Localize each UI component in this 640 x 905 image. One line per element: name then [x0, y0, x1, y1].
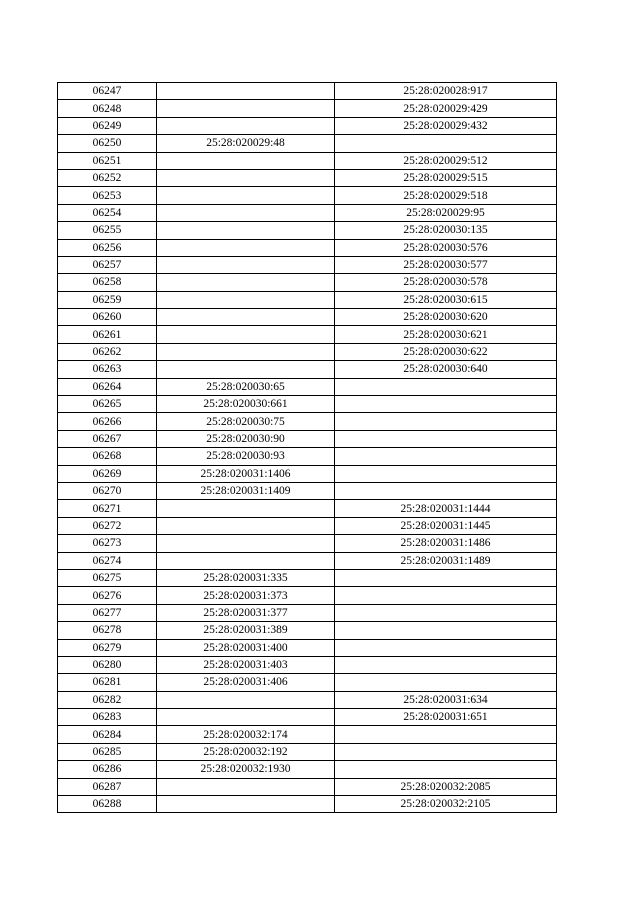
- row-number-cell: 06264: [58, 378, 157, 395]
- table-row: [58, 100, 557, 117]
- cadastral-number-cell-a: 25:28:020031:403: [157, 656, 335, 673]
- cadastral-number-cell-b: 25:28:020030:615: [335, 291, 557, 308]
- table-body: [58, 83, 557, 813]
- cadastral-number-cell-b: [335, 396, 557, 413]
- row-number-cell: 06251: [58, 152, 157, 169]
- cadastral-number-cell-a: [157, 100, 335, 117]
- cadastral-number-cell-a: [157, 169, 335, 186]
- cadastral-number-cell-a: 25:28:020030:65: [157, 378, 335, 395]
- cadastral-number-cell-a: [157, 709, 335, 726]
- row-number-cell: 06257: [58, 256, 157, 273]
- row-number-cell: 06248: [58, 100, 157, 117]
- row-number-cell: 06287: [58, 778, 157, 795]
- cadastral-number-cell-b: [335, 639, 557, 656]
- table-row: [58, 656, 557, 673]
- cadastral-number-cell-b: 25:28:020031:1489: [335, 552, 557, 569]
- row-number-cell: 06263: [58, 361, 157, 378]
- row-number-cell: 06267: [58, 430, 157, 447]
- cadastral-number-cell-a: [157, 117, 335, 134]
- cadastral-number-cell-b: [335, 743, 557, 760]
- table-row: [58, 482, 557, 499]
- row-number-cell: 06274: [58, 552, 157, 569]
- cadastral-number-cell-a: [157, 691, 335, 708]
- cadastral-number-cell-a: [157, 796, 335, 813]
- row-number-cell: 06266: [58, 413, 157, 430]
- table-row: [58, 500, 557, 517]
- row-number-cell: 06276: [58, 587, 157, 604]
- row-number-cell: 06282: [58, 691, 157, 708]
- cadastral-number-cell-a: [157, 256, 335, 273]
- row-number-cell: 06269: [58, 465, 157, 482]
- table-row: [58, 761, 557, 778]
- table-row: [58, 778, 557, 795]
- cadastral-number-cell-b: 25:28:020030:135: [335, 222, 557, 239]
- row-number-cell: 06273: [58, 535, 157, 552]
- cadastral-number-cell-b: 25:28:020029:518: [335, 187, 557, 204]
- table-row: [58, 552, 557, 569]
- table-row: [58, 256, 557, 273]
- cadastral-number-cell-a: 25:28:020032:1930: [157, 761, 335, 778]
- row-number-cell: 06256: [58, 239, 157, 256]
- cadastral-number-cell-b: 25:28:020031:1444: [335, 500, 557, 517]
- cadastral-number-cell-a: [157, 309, 335, 326]
- cadastral-number-cell-a: 25:28:020030:75: [157, 413, 335, 430]
- cadastral-number-cell-b: [335, 622, 557, 639]
- table-row: [58, 517, 557, 534]
- cadastral-number-cell-b: [335, 761, 557, 778]
- table-row: [58, 465, 557, 482]
- cadastral-number-cell-b: [335, 465, 557, 482]
- cadastral-number-cell-a: [157, 552, 335, 569]
- cadastral-number-cell-a: [157, 204, 335, 221]
- table-row: [58, 639, 557, 656]
- cadastral-number-cell-b: 25:28:020030:620: [335, 309, 557, 326]
- cadastral-number-cell-b: [335, 569, 557, 586]
- table-row: [58, 396, 557, 413]
- table-row: [58, 378, 557, 395]
- table-row: [58, 361, 557, 378]
- table-row: [58, 430, 557, 447]
- cadastral-number-cell-b: [335, 378, 557, 395]
- row-number-cell: 06261: [58, 326, 157, 343]
- cadastral-number-cell-b: [335, 726, 557, 743]
- cadastral-number-cell-b: 25:28:020029:432: [335, 117, 557, 134]
- table-row: [58, 83, 557, 100]
- row-number-cell: 06252: [58, 169, 157, 186]
- cadastral-number-cell-a: 25:28:020030:661: [157, 396, 335, 413]
- row-number-cell: 06277: [58, 604, 157, 621]
- cadastral-number-cell-b: [335, 656, 557, 673]
- cadastral-number-cell-a: [157, 343, 335, 360]
- cadastral-number-cell-a: 25:28:020031:335: [157, 569, 335, 586]
- cadastral-number-cell-b: 25:28:020030:578: [335, 274, 557, 291]
- cadastral-number-cell-b: 25:28:020028:917: [335, 83, 557, 100]
- row-number-cell: 06281: [58, 674, 157, 691]
- cadastral-number-cell-a: 25:28:020031:1409: [157, 482, 335, 499]
- cadastral-number-cell-b: [335, 448, 557, 465]
- table-row: [58, 169, 557, 186]
- cadastral-number-cell-a: 25:28:020032:174: [157, 726, 335, 743]
- cadastral-number-cell-a: [157, 535, 335, 552]
- row-number-cell: 06280: [58, 656, 157, 673]
- cadastral-number-cell-a: [157, 274, 335, 291]
- row-number-cell: 06283: [58, 709, 157, 726]
- row-number-cell: 06247: [58, 83, 157, 100]
- cadastral-number-cell-a: [157, 187, 335, 204]
- table-row: [58, 587, 557, 604]
- cadastral-number-cell-b: 25:28:020031:651: [335, 709, 557, 726]
- table-row: [58, 726, 557, 743]
- row-number-cell: 06260: [58, 309, 157, 326]
- table-row: [58, 135, 557, 152]
- table-row: [58, 291, 557, 308]
- cadastral-number-cell-b: 25:28:020030:621: [335, 326, 557, 343]
- row-number-cell: 06288: [58, 796, 157, 813]
- row-number-cell: 06262: [58, 343, 157, 360]
- cadastral-number-cell-a: [157, 83, 335, 100]
- cadastral-number-cell-a: [157, 361, 335, 378]
- cadastral-number-cell-a: 25:28:020031:406: [157, 674, 335, 691]
- cadastral-number-cell-a: 25:28:020030:90: [157, 430, 335, 447]
- cadastral-number-cell-b: 25:28:020030:640: [335, 361, 557, 378]
- cadastral-number-cell-b: 25:28:020030:576: [335, 239, 557, 256]
- row-number-cell: 06249: [58, 117, 157, 134]
- table-row: [58, 448, 557, 465]
- cadastral-number-cell-b: [335, 430, 557, 447]
- cadastral-number-cell-b: 25:28:020030:577: [335, 256, 557, 273]
- table-row: [58, 691, 557, 708]
- cadastral-number-cell-b: 25:28:020030:622: [335, 343, 557, 360]
- table-row: [58, 326, 557, 343]
- cadastral-number-cell-b: [335, 413, 557, 430]
- cadastral-number-cell-b: 25:28:020029:512: [335, 152, 557, 169]
- row-number-cell: 06284: [58, 726, 157, 743]
- row-number-cell: 06285: [58, 743, 157, 760]
- row-number-cell: 06279: [58, 639, 157, 656]
- table-row: [58, 343, 557, 360]
- table-row: [58, 187, 557, 204]
- table-row: [58, 204, 557, 221]
- row-number-cell: 06255: [58, 222, 157, 239]
- cadastral-number-cell-a: 25:28:020031:1406: [157, 465, 335, 482]
- cadastral-number-cell-b: 25:28:020031:1445: [335, 517, 557, 534]
- cadastral-number-cell-a: [157, 152, 335, 169]
- cadastral-number-cell-a: 25:28:020031:373: [157, 587, 335, 604]
- table-row: [58, 152, 557, 169]
- cadastral-number-cell-a: 25:28:020032:192: [157, 743, 335, 760]
- cadastral-number-cell-a: [157, 239, 335, 256]
- cadastral-number-cell-a: 25:28:020030:93: [157, 448, 335, 465]
- row-number-cell: 06272: [58, 517, 157, 534]
- table-row: [58, 709, 557, 726]
- table-row: [58, 604, 557, 621]
- cadastral-number-cell-b: 25:28:020031:1486: [335, 535, 557, 552]
- cadastral-number-cell-b: [335, 674, 557, 691]
- row-number-cell: 06265: [58, 396, 157, 413]
- table-row: [58, 309, 557, 326]
- row-number-cell: 06253: [58, 187, 157, 204]
- table-row: [58, 117, 557, 134]
- cadastral-number-cell-b: [335, 482, 557, 499]
- table-row: [58, 274, 557, 291]
- row-number-cell: 06275: [58, 569, 157, 586]
- row-number-cell: 06268: [58, 448, 157, 465]
- row-number-cell: 06286: [58, 761, 157, 778]
- row-number-cell: 06250: [58, 135, 157, 152]
- table-row: [58, 239, 557, 256]
- table-row: [58, 743, 557, 760]
- row-number-cell: 06258: [58, 274, 157, 291]
- cadastral-number-cell-b: 25:28:020032:2105: [335, 796, 557, 813]
- table-row: [58, 569, 557, 586]
- cadastral-number-cell-b: [335, 587, 557, 604]
- cadastral-number-cell-a: [157, 500, 335, 517]
- cadastral-number-cell-a: 25:28:020029:48: [157, 135, 335, 152]
- cadastral-number-cell-b: 25:28:020029:429: [335, 100, 557, 117]
- row-number-cell: 06278: [58, 622, 157, 639]
- cadastral-number-cell-b: 25:28:020032:2085: [335, 778, 557, 795]
- cadastral-number-table: [57, 82, 557, 813]
- cadastral-number-cell-a: [157, 291, 335, 308]
- cadastral-number-cell-a: 25:28:020031:389: [157, 622, 335, 639]
- cadastral-number-cell-b: [335, 604, 557, 621]
- row-number-cell: 06271: [58, 500, 157, 517]
- cadastral-number-cell-a: 25:28:020031:400: [157, 639, 335, 656]
- cadastral-number-cell-b: [335, 135, 557, 152]
- table-row: [58, 535, 557, 552]
- row-number-cell: 06270: [58, 482, 157, 499]
- table-row: [58, 222, 557, 239]
- row-number-cell: 06259: [58, 291, 157, 308]
- cadastral-number-cell-b: 25:28:020029:95: [335, 204, 557, 221]
- cadastral-number-cell-a: [157, 222, 335, 239]
- row-number-cell: 06254: [58, 204, 157, 221]
- table-row: [58, 674, 557, 691]
- cadastral-number-cell-a: [157, 517, 335, 534]
- table-row: [58, 413, 557, 430]
- table-row: [58, 622, 557, 639]
- cadastral-number-cell-a: 25:28:020031:377: [157, 604, 335, 621]
- table-row: [58, 796, 557, 813]
- cadastral-number-cell-b: 25:28:020029:515: [335, 169, 557, 186]
- cadastral-number-cell-b: 25:28:020031:634: [335, 691, 557, 708]
- cadastral-number-cell-a: [157, 326, 335, 343]
- cadastral-number-cell-a: [157, 778, 335, 795]
